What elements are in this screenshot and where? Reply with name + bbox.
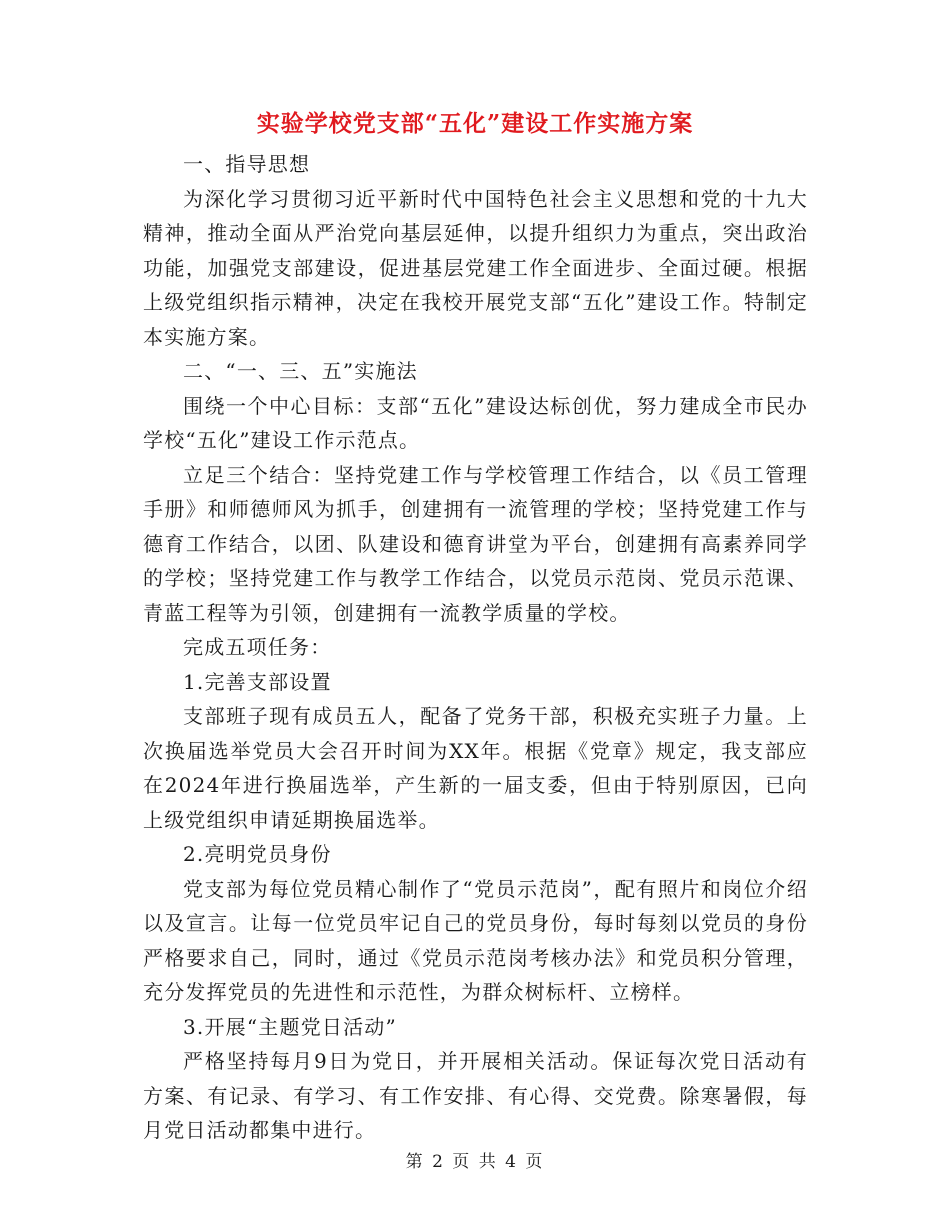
paragraph-three-combinations: 立足三个结合：坚持党建工作与学校管理工作结合，以《员工管理手册》和师德师风为抓手，创建拥有一流管理的学校；坚持党建工作与德育工作结合，以团、队建设和德育讲堂为平台，创建拥有高素养同学的学校；坚持党建工作与教学工作结合，以党员示范岗、党员示范课、青蓝工程等为引领，创建拥有一流教学质量的学校。 — [143, 462, 808, 625]
paragraph-guiding-ideology: 为深化学习贯彻习近平新时代中国特色社会主义思想和党的十九大精神，推动全面从严治党向基层延伸，以提升组织力为重点，突出政治功能，加强党支部建设，促进基层党建工作全面进步、全面过硬。根据上级党组织指示精神，决定在我校开展党支部“五化”建设工作。特制定本实施方案。 — [143, 186, 808, 349]
paragraph-central-goal: 围绕一个中心目标：支部“五化”建设达标创优，努力建成全市民办学校“五化”建设工作示范点。 — [143, 393, 808, 452]
document-title: 实验学校党支部“五化”建设工作实施方案 — [256, 110, 694, 137]
task-heading-1: 1.完善支部设置 — [183, 669, 332, 694]
paragraph-task-1: 支部班子现有成员五人，配备了党务干部，积极充实班子力量。上次换届选举党员大会召开时间为XX年。根据《党章》规定，我支部应在2024年进行换届选举，产生新的一届支委，但由于特别原因，已向上级党组织申请延期换届选举。 — [143, 704, 808, 832]
paragraph-task-3: 严格坚持每月9日为党日，并开展相关活动。保证每次党日活动有方案、有记录、有学习、有工作安排、有心得、交党费。除寒暑假，每月党日活动都集中进行。 — [143, 1049, 808, 1142]
page-number-footer: 第 2 页 共 4 页 — [405, 1152, 545, 1172]
paragraph-five-tasks-intro: 完成五项任务： — [183, 635, 332, 659]
task-heading-3: 3.开展“主题党日活动” — [183, 1014, 397, 1039]
document-body — [143, 147, 808, 1148]
section-heading-guiding-ideology: 一、指导思想 — [183, 152, 311, 176]
task-heading-2: 2.亮明党员身份 — [183, 842, 332, 866]
paragraph-task-2: 党支部为每位党员精心制作了“党员示范岗”，配有照片和岗位介绍以及宣言。让每一位党员牢记自己的党员身份，每时每刻以党员的身份严格要求自己，同时，通过《党员示范岗考核办法》和党员积分管理，充分发挥党员的先进性和示范性，为群众树标杆、立榜样。 — [143, 876, 808, 1004]
section-heading-implementation-method: 二、“一、三、五”实施法 — [183, 359, 418, 383]
